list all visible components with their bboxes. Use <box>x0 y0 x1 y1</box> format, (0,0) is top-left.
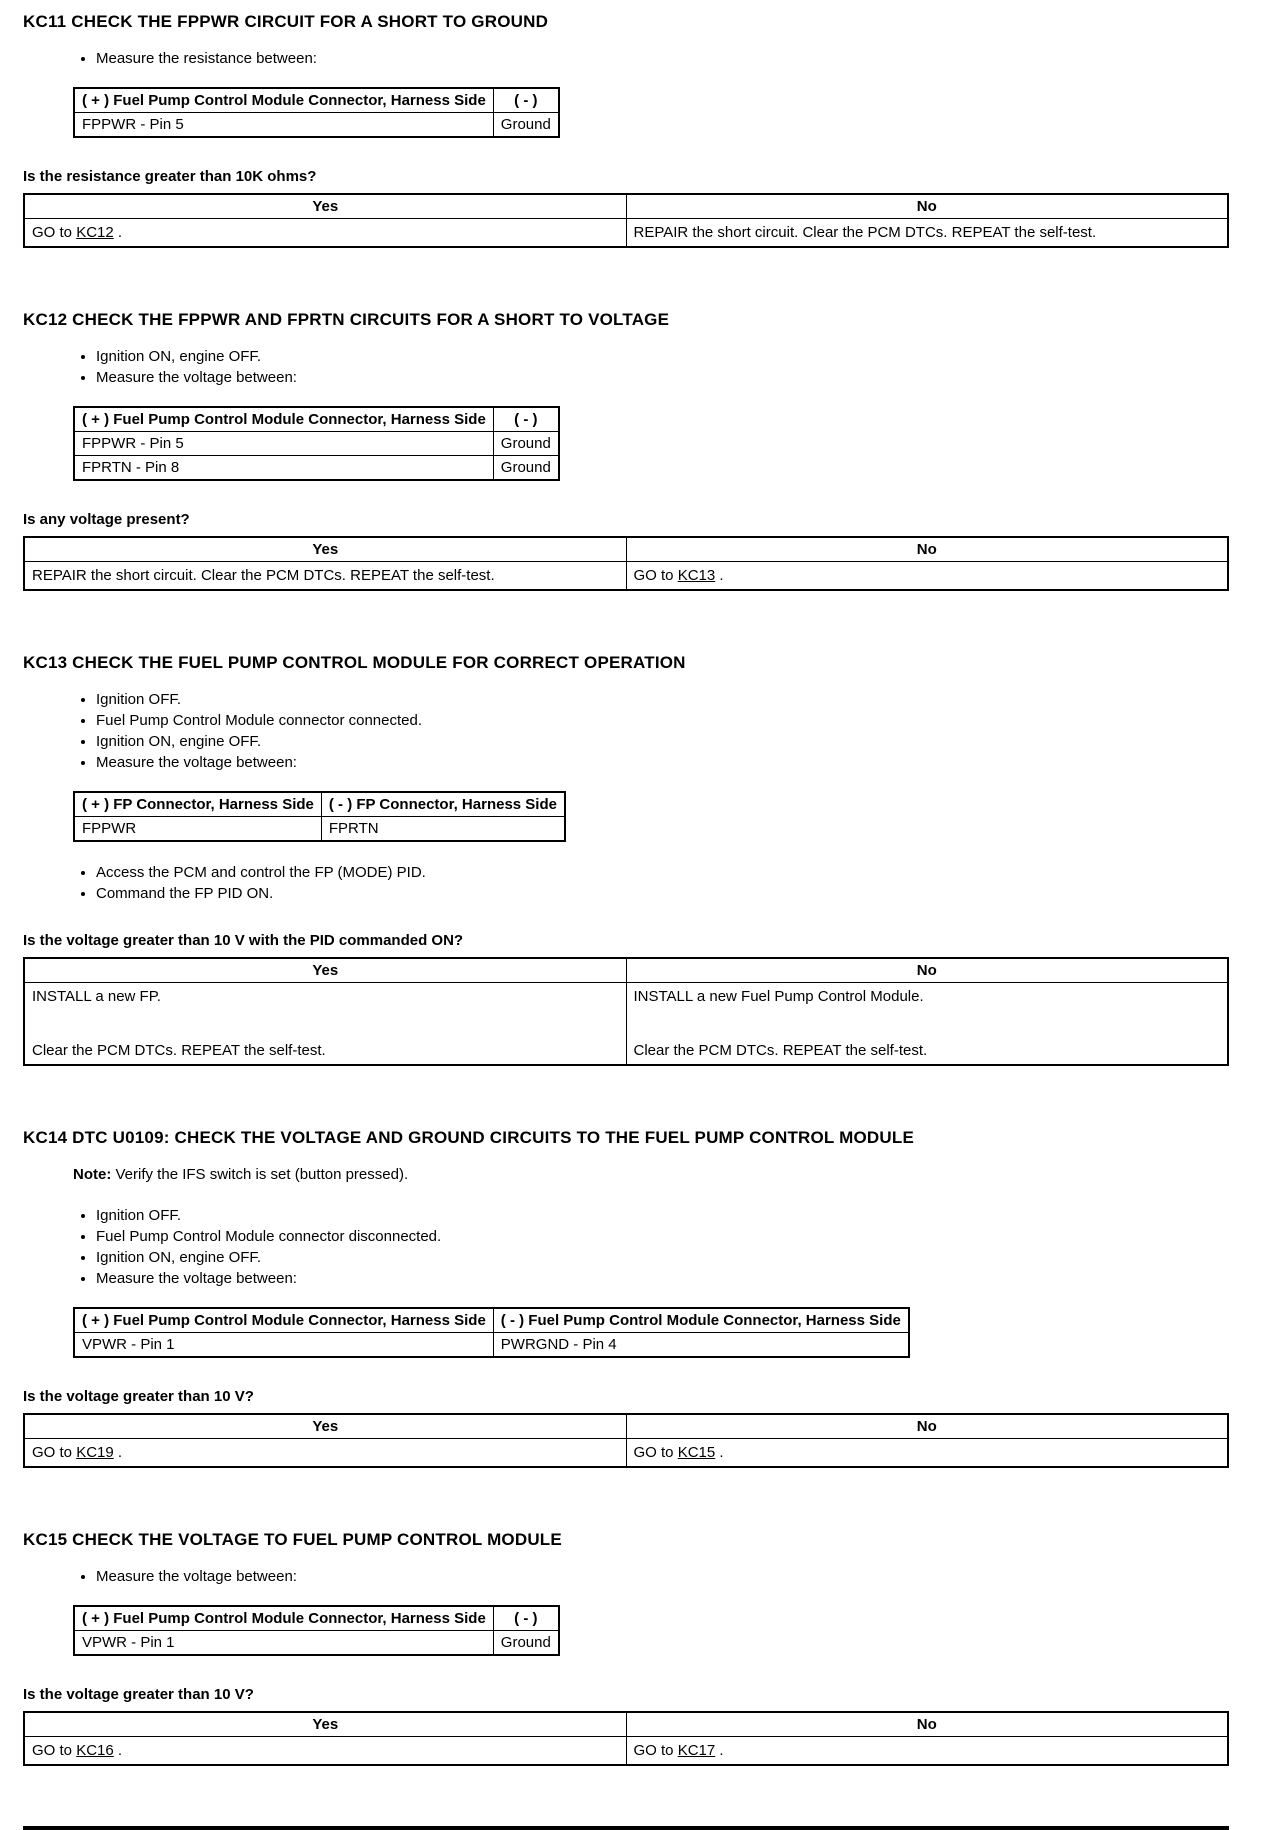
bullet-item: • Measure the voltage between: <box>96 754 1280 771</box>
result-table-kc11 <box>23 193 1229 248</box>
section-title-kc11: KC11 CHECK THE FPPWR CIRCUIT FOR A SHORT TO GROUND <box>23 12 549 31</box>
no-text-post: . <box>715 1742 724 1759</box>
bullet-item: • Command the FP PID ON. <box>96 885 1280 902</box>
yes-text-post: . <box>113 1444 123 1461</box>
yes-header: Yes <box>24 1712 626 1737</box>
measure-cell-vpwr: VPWR - Pin 1 <box>74 1333 493 1358</box>
measure-header-positive: ( + ) Fuel Pump Control Module Connector, Harness Side <box>74 1606 493 1631</box>
section-title-kc13: KC13 CHECK THE FUEL PUMP CONTROL MODULE FOR CORRECT OPERATION <box>23 653 686 672</box>
bullet-item: • Measure the voltage between: <box>96 1270 1280 1287</box>
bullet-item: • Measure the voltage between: <box>96 369 1280 386</box>
measurement-table-kc14 <box>73 1307 910 1358</box>
measure-header-positive: ( + ) Fuel Pump Control Module Connector, Harness Side <box>74 407 493 432</box>
measure-header-positive: ( + ) FP Connector, Harness Side <box>74 792 321 817</box>
no-header: No <box>626 1712 1228 1737</box>
no-header: No <box>626 1414 1228 1439</box>
question-text: Is the voltage greater than 10 V with the PID commanded ON? <box>23 932 464 949</box>
yes-line-1: INSTALL a new FP. <box>32 988 161 1005</box>
section-kc13 <box>23 653 1280 1066</box>
table-row <box>74 1631 559 1656</box>
measure-header-negative: ( - ) FP Connector, Harness Side <box>321 792 565 817</box>
table-row <box>24 1439 1228 1468</box>
measure-cell-ground: Ground <box>493 456 559 481</box>
measure-header-negative: ( - ) <box>493 1606 559 1631</box>
bullet-item: • Fuel Pump Control Module connector disconnected. <box>96 1228 1280 1245</box>
link-kc19[interactable]: KC19 <box>76 1444 114 1461</box>
yes-header: Yes <box>24 1414 626 1439</box>
no-header: No <box>626 537 1228 562</box>
table-row <box>24 562 1228 591</box>
section-title-kc15: KC15 CHECK THE VOLTAGE TO FUEL PUMP CONTROL MODULE <box>23 1530 562 1549</box>
question-text: Is the resistance greater than 10K ohms? <box>23 168 317 185</box>
yes-cell <box>24 983 626 1066</box>
no-header: No <box>626 958 1228 983</box>
yes-header: Yes <box>24 958 626 983</box>
section-kc12 <box>23 310 1280 591</box>
measure-cell-pwrgnd: PWRGND - Pin 4 <box>493 1333 909 1358</box>
measure-cell-ground: Ground <box>493 113 559 138</box>
cutoff-table-border <box>23 1826 1229 1830</box>
measure-header-negative: ( - ) <box>493 88 559 113</box>
bullet-list <box>23 348 1280 386</box>
no-text-pre: GO to <box>633 1444 678 1461</box>
no-text-pre: GO to <box>633 567 678 584</box>
no-cell <box>626 1737 1228 1766</box>
measure-cell-pin: FPPWR - Pin 5 <box>74 432 493 456</box>
section-kc14 <box>23 1128 1280 1468</box>
no-text-post: . <box>715 567 724 584</box>
result-table-kc13 <box>23 957 1229 1066</box>
measure-cell-ground: Ground <box>493 432 559 456</box>
measure-cell-vpwr: VPWR - Pin 1 <box>74 1631 493 1656</box>
measure-header-negative: ( - ) Fuel Pump Control Module Connector, Harness Side <box>493 1308 909 1333</box>
bullet-item: • Ignition OFF. <box>96 1207 1280 1224</box>
note-text: Verify the IFS switch is set (button pressed). <box>111 1166 409 1183</box>
measure-header-positive: ( + ) Fuel Pump Control Module Connector, Harness Side <box>74 1308 493 1333</box>
yes-line-2: Clear the PCM DTCs. REPEAT the self-test. <box>32 1042 326 1059</box>
yes-text-post: . <box>113 224 123 241</box>
measurement-table-kc15 <box>73 1605 560 1656</box>
yes-cell <box>24 219 626 248</box>
table-row <box>74 456 559 481</box>
result-table-kc14 <box>23 1413 1229 1468</box>
bullet-list <box>23 1568 1280 1585</box>
bullet-item: • Fuel Pump Control Module connector connected. <box>96 712 1280 729</box>
bullet-list <box>23 1207 1280 1287</box>
no-line-1: INSTALL a new Fuel Pump Control Module. <box>633 988 924 1005</box>
no-text-pre: GO to <box>633 1742 678 1759</box>
measure-cell-fprtn: FPRTN <box>321 817 565 842</box>
bullet-item: • Ignition ON, engine OFF. <box>96 348 1280 365</box>
table-row <box>24 1737 1228 1766</box>
bullet-item: • Ignition OFF. <box>96 691 1280 708</box>
no-text-post: . <box>715 1444 724 1461</box>
measure-cell-fppwr: FPPWR <box>74 817 321 842</box>
note-label: Note: <box>73 1166 112 1183</box>
yes-header: Yes <box>24 194 626 219</box>
link-kc17[interactable]: KC17 <box>677 1742 716 1759</box>
measure-header-positive: ( + ) Fuel Pump Control Module Connector, Harness Side <box>74 88 493 113</box>
link-kc15[interactable]: KC15 <box>677 1444 716 1461</box>
bullet-list <box>23 691 1280 771</box>
bullet-item: • Measure the voltage between: <box>96 1568 1280 1585</box>
question-text: Is any voltage present? <box>23 511 190 528</box>
bullet-item: • Access the PCM and control the FP (MODE) PID. <box>96 864 1280 881</box>
yes-text-pre: GO to <box>32 224 77 241</box>
question-text: Is the voltage greater than 10 V? <box>23 1388 254 1405</box>
table-row <box>74 817 565 842</box>
no-cell: REPAIR the short circuit. Clear the PCM DTCs. REPEAT the self-test. <box>626 219 1228 248</box>
no-line-2: Clear the PCM DTCs. REPEAT the self-test. <box>633 1042 928 1059</box>
result-table-kc15 <box>23 1711 1229 1766</box>
section-title-kc12: KC12 CHECK THE FPPWR AND FPRTN CIRCUITS FOR A SHORT TO VOLTAGE <box>23 310 670 329</box>
measurement-table-kc12 <box>73 406 560 481</box>
table-row <box>74 1333 909 1358</box>
measure-header-negative: ( - ) <box>493 407 559 432</box>
table-row <box>74 113 559 138</box>
section-title-kc14: KC14 DTC U0109: CHECK THE VOLTAGE AND GROUND CIRCUITS TO THE FUEL PUMP CONTROL MODULE <box>23 1128 914 1147</box>
no-cell <box>626 1439 1228 1468</box>
link-kc16[interactable]: KC16 <box>76 1742 114 1759</box>
measure-cell-ground: Ground <box>493 1631 559 1656</box>
link-kc12[interactable]: KC12 <box>76 224 114 241</box>
measure-cell-pin: FPRTN - Pin 8 <box>74 456 493 481</box>
bullet-item: • Measure the resistance between: <box>96 50 1280 67</box>
table-row <box>24 219 1228 248</box>
table-row <box>74 432 559 456</box>
yes-text-pre: GO to <box>32 1444 77 1461</box>
no-cell <box>626 983 1228 1066</box>
yes-cell <box>24 1737 626 1766</box>
result-table-kc12 <box>23 536 1229 591</box>
yes-cell: REPAIR the short circuit. Clear the PCM DTCs. REPEAT the self-test. <box>24 562 626 591</box>
yes-text-post: . <box>113 1742 123 1759</box>
note <box>73 1166 1280 1183</box>
section-kc15 <box>23 1530 1280 1766</box>
measurement-table-kc13 <box>73 791 566 842</box>
bullet-item: • Ignition ON, engine OFF. <box>96 1249 1280 1266</box>
bullet-list <box>23 50 1280 67</box>
question-text: Is the voltage greater than 10 V? <box>23 1686 254 1703</box>
measurement-table-kc11 <box>73 87 560 138</box>
table-row <box>24 983 1228 1066</box>
post-bullet-list <box>23 864 1280 902</box>
measure-cell-pin: FPPWR - Pin 5 <box>74 113 493 138</box>
yes-text-pre: GO to <box>32 1742 77 1759</box>
no-cell <box>626 562 1228 591</box>
yes-header: Yes <box>24 537 626 562</box>
link-kc13[interactable]: KC13 <box>677 567 716 584</box>
section-kc11 <box>23 12 1280 248</box>
bullet-item: • Ignition ON, engine OFF. <box>96 733 1280 750</box>
no-header: No <box>626 194 1228 219</box>
yes-cell <box>24 1439 626 1468</box>
